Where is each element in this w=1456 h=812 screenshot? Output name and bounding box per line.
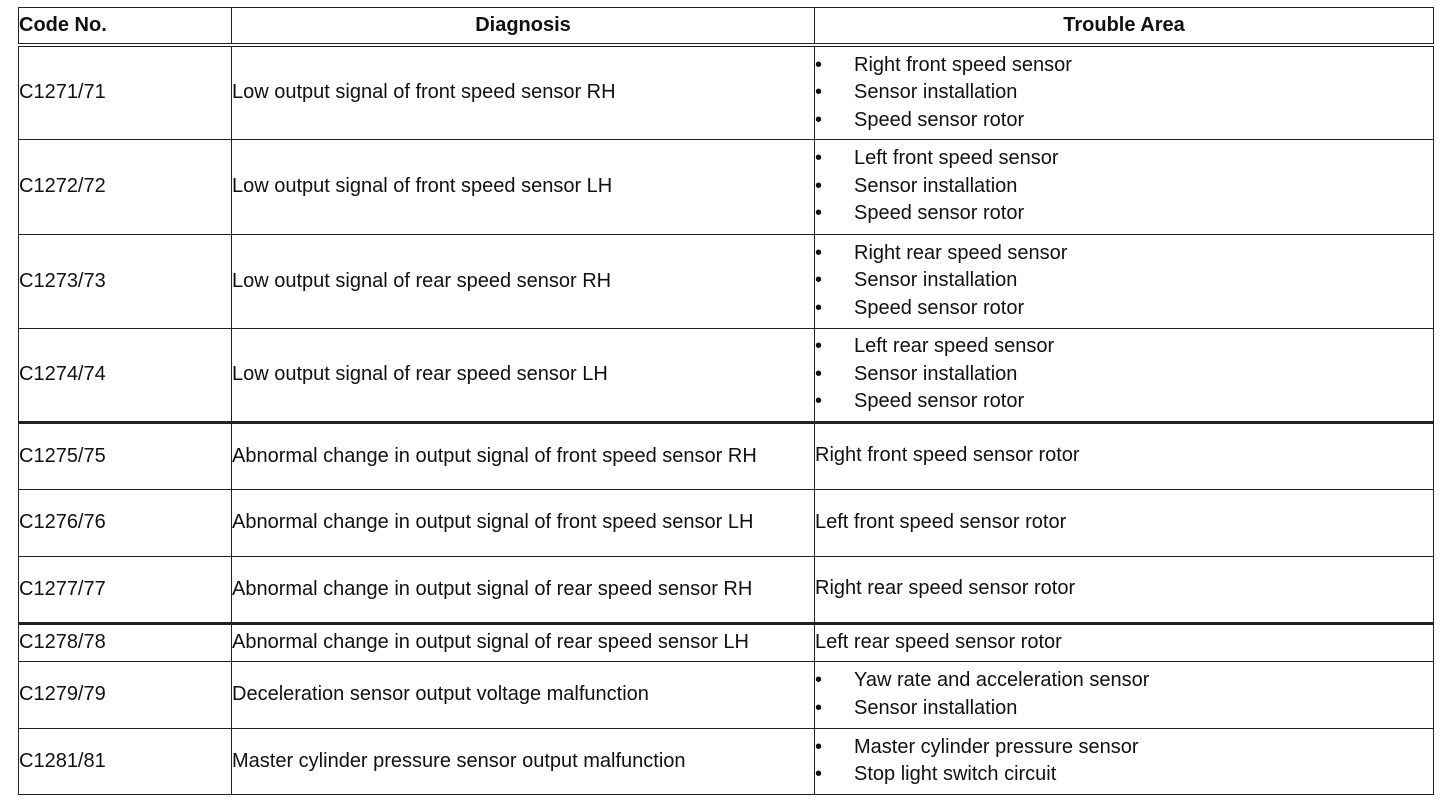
diagnosis-cell: Low output signal of rear speed sensor LH: [232, 328, 815, 422]
trouble-area-list: [815, 734, 1433, 789]
code-cell: C1271/71: [19, 45, 232, 139]
trouble-area-cell: [815, 661, 1434, 728]
trouble-area-cell: [815, 139, 1434, 234]
diagnosis-cell: Abnormal change in output signal of rear speed sensor RH: [232, 556, 815, 623]
trouble-area-item: • Speed sensor rotor: [815, 107, 1433, 135]
trouble-area-item: • Yaw rate and acceleration sensor: [815, 667, 1433, 695]
code-cell: C1279/79: [19, 661, 232, 728]
trouble-area-item: • Speed sensor rotor: [815, 295, 1433, 323]
table-row: [19, 728, 1434, 794]
diagnosis-cell: Low output signal of front speed sensor RH: [232, 45, 815, 139]
code-cell: C1277/77: [19, 556, 232, 623]
code-cell: C1276/76: [19, 489, 232, 556]
table-row: [19, 422, 1434, 489]
trouble-area-cell: [815, 328, 1434, 422]
diagnosis-cell: Deceleration sensor output voltage malfunction: [232, 661, 815, 728]
table-row: [19, 328, 1434, 422]
table-row: [19, 45, 1434, 139]
trouble-area-list: [815, 667, 1433, 722]
diagnosis-cell: Low output signal of front speed sensor LH: [232, 139, 815, 234]
trouble-area-item: • Speed sensor rotor: [815, 388, 1433, 416]
header-diagnosis: Diagnosis: [232, 8, 815, 46]
code-cell: C1275/75: [19, 422, 232, 489]
trouble-area-item: • Right rear speed sensor: [815, 240, 1433, 268]
table-row: [19, 556, 1434, 623]
table-row: [19, 234, 1434, 328]
trouble-area-cell: [815, 728, 1434, 794]
code-cell: C1272/72: [19, 139, 232, 234]
header-code-no: Code No.: [19, 8, 232, 46]
code-cell: C1273/73: [19, 234, 232, 328]
trouble-area-cell: [815, 234, 1434, 328]
table-row: [19, 489, 1434, 556]
trouble-area-item: • Stop light switch circuit: [815, 761, 1433, 789]
trouble-area-item: • Sensor installation: [815, 173, 1433, 201]
diagnosis-cell: Abnormal change in output signal of rear speed sensor LH: [232, 623, 815, 661]
trouble-area-item: • Right front speed sensor: [815, 52, 1433, 80]
trouble-area-item: • Sensor installation: [815, 695, 1433, 723]
trouble-area-list: [815, 240, 1433, 323]
diagnosis-cell: Abnormal change in output signal of front speed sensor RH: [232, 422, 815, 489]
trouble-area-item: • Sensor installation: [815, 361, 1433, 389]
trouble-area-cell: Right rear speed sensor rotor: [815, 556, 1434, 623]
diagnosis-cell: Master cylinder pressure sensor output malfunction: [232, 728, 815, 794]
trouble-area-item: • Left front speed sensor: [815, 145, 1433, 173]
header-row: [19, 8, 1434, 46]
table-row: [19, 661, 1434, 728]
trouble-area-cell: Left rear speed sensor rotor: [815, 623, 1434, 661]
diagnostic-code-table: [18, 7, 1434, 795]
trouble-area-item: • Sensor installation: [815, 267, 1433, 295]
code-cell: C1278/78: [19, 623, 232, 661]
trouble-area-cell: [815, 45, 1434, 139]
trouble-area-cell: Left front speed sensor rotor: [815, 489, 1434, 556]
trouble-area-item: • Left rear speed sensor: [815, 333, 1433, 361]
header-trouble-area: Trouble Area: [815, 8, 1434, 46]
trouble-area-item: • Sensor installation: [815, 79, 1433, 107]
trouble-area-cell: Right front speed sensor rotor: [815, 422, 1434, 489]
diagnosis-cell: Low output signal of rear speed sensor RH: [232, 234, 815, 328]
trouble-area-item: • Master cylinder pressure sensor: [815, 734, 1433, 762]
diagnosis-cell: Abnormal change in output signal of front speed sensor LH: [232, 489, 815, 556]
code-cell: C1274/74: [19, 328, 232, 422]
trouble-area-list: [815, 145, 1433, 228]
table-row: [19, 623, 1434, 661]
trouble-area-list: [815, 52, 1433, 135]
table-row: [19, 139, 1434, 234]
trouble-area-item: • Speed sensor rotor: [815, 200, 1433, 228]
trouble-area-list: [815, 333, 1433, 416]
code-cell: C1281/81: [19, 728, 232, 794]
